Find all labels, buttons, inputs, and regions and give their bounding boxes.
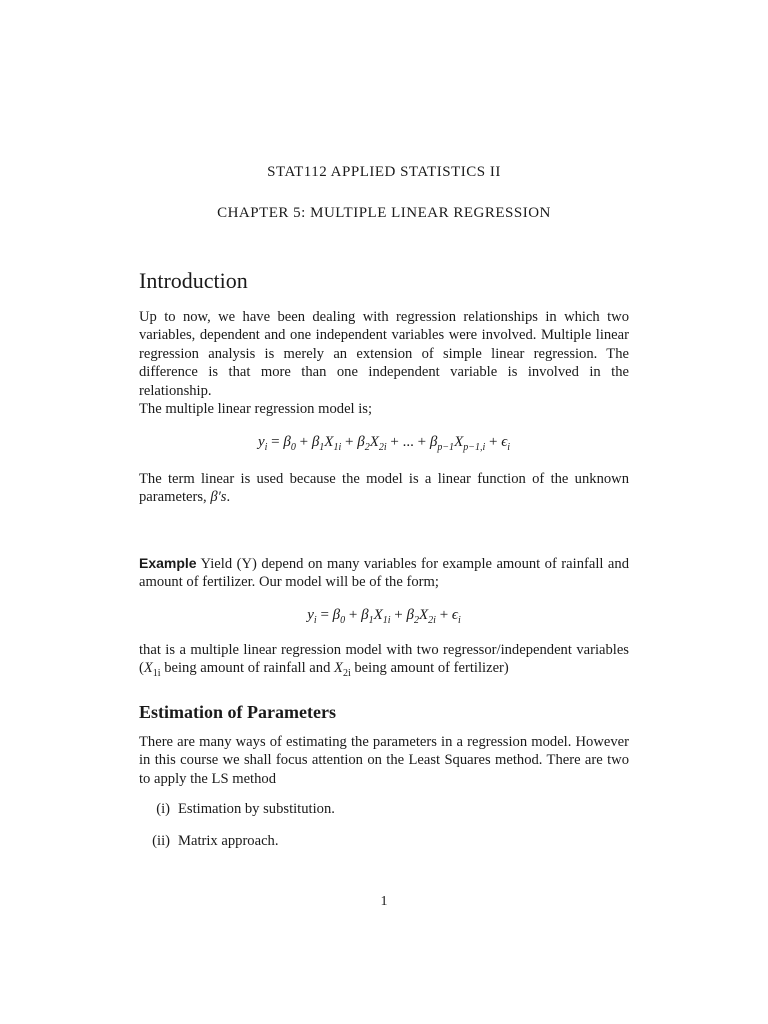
example-explanation [139,641,629,678]
linear-term-text: The term linear is used because the model is a linear function of the unknown parameters, [139,471,629,506]
x2-variable: X [334,660,343,677]
x2-subscript: 2i [342,668,351,680]
example-explanation-text: that is a multiple linear regression model with two regressor/independent variables ( [139,642,629,677]
example-explanation-mid: being amount of rainfall and [160,660,335,677]
x1-variable: X [143,660,153,677]
example-explanation-end: being amount of fertilizer) [350,660,509,677]
list-item-label: (i) [156,801,170,817]
course-title: STAT112 APPLIED STATISTICS II [267,164,501,180]
model-intro-text: The multiple linear regression model is; [139,401,373,418]
list-item [134,833,279,850]
list-item-label: (ii) [152,833,170,849]
page-number: 1 [380,894,388,909]
linear-term-paragraph [139,470,629,507]
example-text: Yield (Y) depend on many variables for example amount of rainfall and amount of fertilizer. Our model will be of the form; [139,556,629,591]
introduction-paragraph [139,308,629,418]
example-label: Example [139,555,197,571]
estimation-heading: Estimation of Parameters [139,702,336,722]
linear-term-end: . [226,489,231,506]
x1-subscript: 1i [152,668,161,680]
introduction-text: Up to now, we have been dealing with regression relationships in which two variables, dependent and one independent variables were involved. Multiple linear regression analysis is merely an extension of simple linear regression. The difference is that more than one independent variable is involved in the relationship. [139,309,629,399]
example-paragraph [139,554,629,592]
beta-symbol: β′s [210,489,227,506]
list-item [134,801,335,818]
chapter-title: CHAPTER 5: MULTIPLE LINEAR REGRESSION [217,205,551,221]
estimation-paragraph: There are many ways of estimating the parameters in a regression model. However in this course we shall focus attention on the Least Squares method. There are two to apply the LS method [139,734,629,787]
general-model-equation: $y_i = \beta_0 + \beta_1X_{1i} + \beta_2X_{2i}$ + ... + $\beta_{p-1}X_{p-1,i} + \epsilon_i$ [257,434,511,453]
introduction-heading: Introduction [139,268,248,293]
list-item-text: Matrix approach. [178,833,279,849]
list-item-text: Estimation by substitution. [178,801,335,817]
example-model-equation: $y_i = \beta_0 + \beta_1X_{1i} + \beta_2X_{2i} + \epsilon_i$ [307,607,461,626]
